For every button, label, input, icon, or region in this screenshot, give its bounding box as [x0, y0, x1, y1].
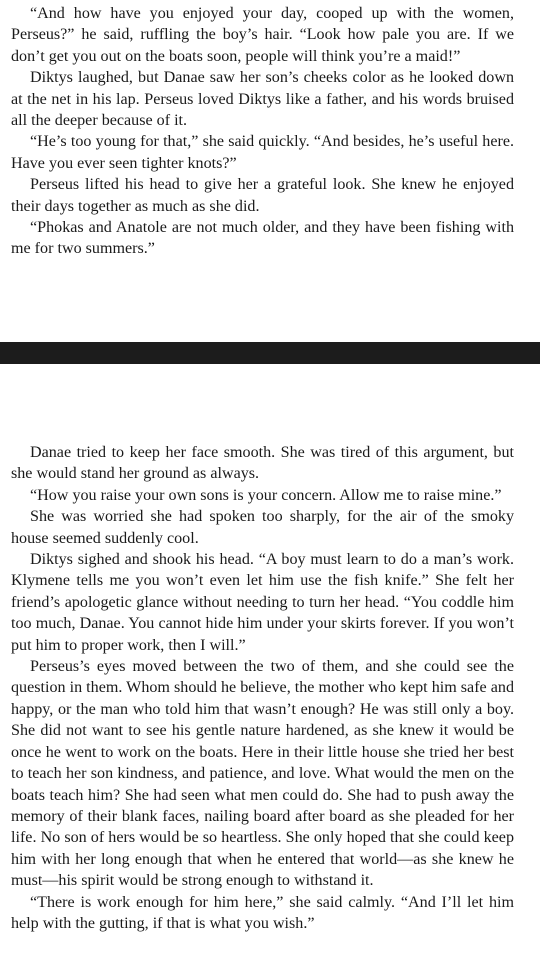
- paragraph: She was worried she had spoken too sharply, for the air of the smoky house seemed suddenly cool.: [11, 508, 514, 547]
- paragraph: “There is work enough for him here,” she said calmly. “And I’ll let him help with the gutting, if that is what you wish.”: [11, 893, 514, 932]
- page-top-text: [11, 3, 514, 260]
- page-top: [0, 0, 540, 342]
- paragraph: “And how have you enjoyed your day, cooped up with the women, Perseus?” he said, ruffling the boy’s hair. “Look how pale you are. If we don’t get you out on the boats soon, people will think you’re a maid!”: [11, 5, 514, 65]
- paragraph: “Phokas and Anatole are not much older, and they have been fishing with me for two summers.”: [11, 219, 514, 258]
- paragraph: Danae tried to keep her face smooth. She was tired of this argument, but she would stand her ground as always.: [11, 444, 514, 483]
- paragraph: Perseus lifted his head to give her a grateful look. She knew he enjoyed their days together as much as she did.: [11, 176, 514, 215]
- paragraph: “How you raise your own sons is your concern. Allow me to raise mine.”: [30, 486, 502, 504]
- paragraph: Diktys sighed and shook his head. “A boy must learn to do a man’s work. Klymene tells me you won’t even let him use the fish knife.” She felt her friend’s apologetic glance without needing to turn her head. “You coddle him too much, Danae. You cannot hide him under your skirts forever. If you won’t put him to proper work, then I will.”: [11, 551, 514, 654]
- paragraph: Perseus’s eyes moved between the two of them, and she could see the question in them. Whom should he believe, the mother who kept him safe and happy, or the man who told him that wasn’t enough? He was still only a boy. She did not want to see his gentle nature hardened, as she knew it would be once he went to work on the boats. Here in their little house she tried her best to teach her son kindness, and patience, and love. What would the men on the boats teach him? She had seen what men could do. She had to push away the memory of their blank faces, nailing board after board as she pleaded for her life. No son of hers would be so heartless. She only hoped that she could keep him with her long enough that when he entered that world—as she knew he must—his spirit would be strong enough to withstand it.: [11, 658, 514, 890]
- page-bottom-text: [11, 442, 514, 934]
- page-divider: [0, 342, 540, 364]
- paragraph: Diktys laughed, but Danae saw her son’s cheeks color as he looked down at the net in his lap. Perseus loved Diktys like a father, and his words bruised all the deeper because of it.: [11, 69, 514, 130]
- paragraph: “He’s too young for that,” she said quickly. “And besides, he’s useful here. Have you ever seen tighter knots?”: [11, 133, 514, 172]
